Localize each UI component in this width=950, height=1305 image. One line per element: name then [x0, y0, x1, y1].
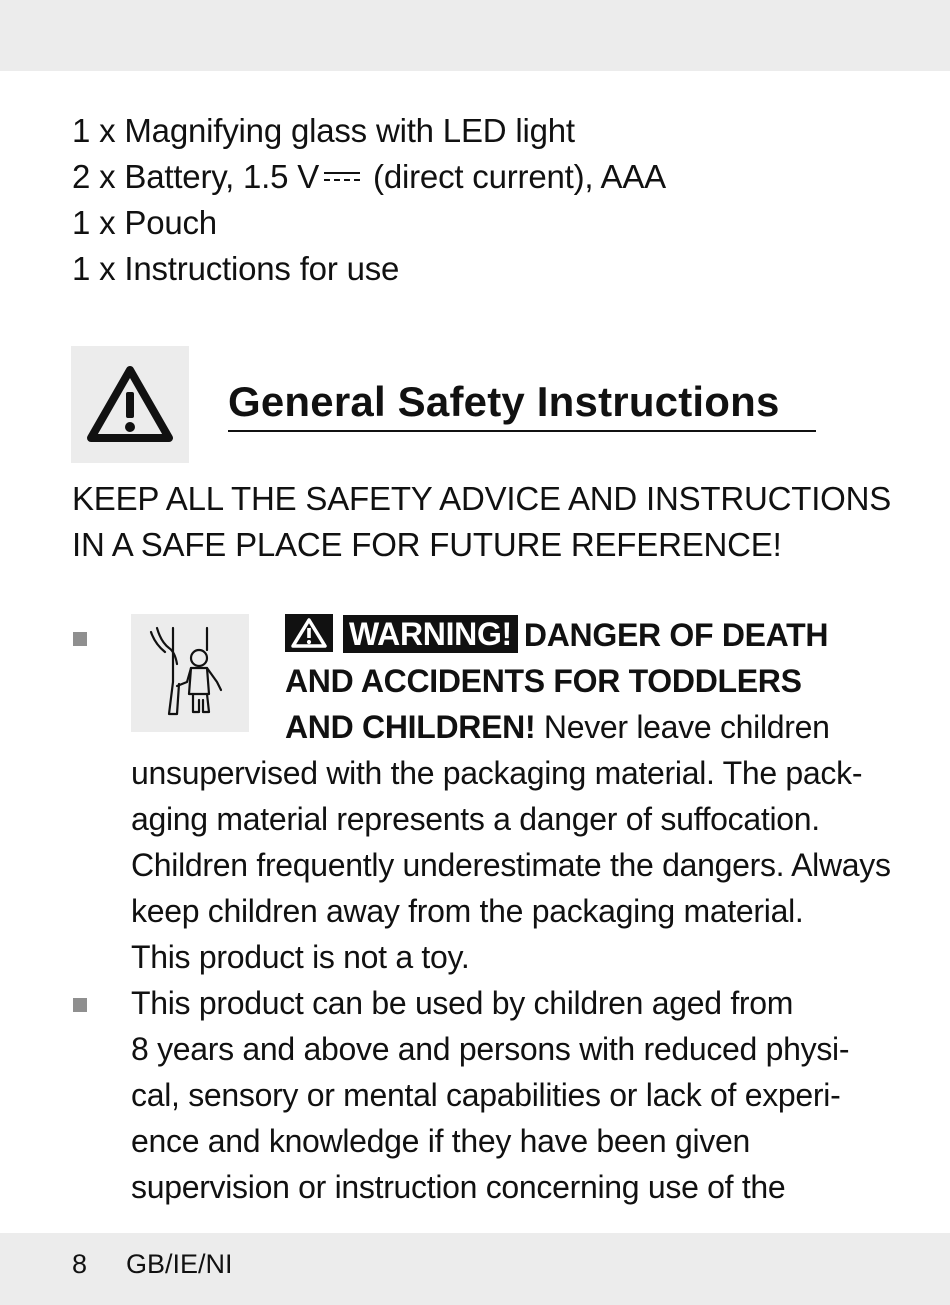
- warning-text: Never leave children: [535, 709, 830, 745]
- square-bullet-icon: [73, 632, 87, 646]
- warning-label: WARNING!: [343, 615, 518, 653]
- keep-advice-line: KEEP ALL THE SAFETY ADVICE AND INSTRUCTIONS: [72, 480, 892, 517]
- warning-body: [131, 750, 891, 980]
- contents-item: 1 x Pouch: [72, 204, 217, 241]
- usage-text: This product can be used by children aged from: [131, 985, 794, 1021]
- warning-text: unsupervised with the packaging material. The pack-: [131, 755, 863, 791]
- danger-heading: DANGER OF DEATH: [523, 617, 829, 653]
- battery-text: 2 x Battery, 1.5 V: [72, 158, 320, 195]
- title-underline: [228, 430, 816, 432]
- square-bullet-icon: [73, 998, 87, 1012]
- top-band: [0, 0, 950, 71]
- danger-heading: AND ACCIDENTS FOR TODDLERS: [285, 663, 802, 699]
- battery-text-rest: (direct current), AAA: [364, 158, 666, 195]
- usage-text: supervision or instruction concerning use of the: [131, 1169, 786, 1205]
- warning-heading: [285, 612, 830, 750]
- contents-item: 1 x Magnifying glass with LED light: [72, 112, 575, 149]
- warning-triangle-icon: [85, 364, 175, 444]
- usage-item: [131, 980, 849, 1210]
- danger-heading: AND CHILDREN!: [285, 709, 536, 745]
- child-with-cord-icon: [147, 624, 233, 720]
- child-hazard-pictogram: [131, 614, 249, 732]
- direct-current-symbol-icon: [322, 170, 362, 184]
- warning-text: This product is not a toy.: [131, 939, 470, 975]
- page-number: 8: [72, 1249, 88, 1279]
- contents-item: 1 x Instructions for use: [72, 250, 400, 287]
- keep-advice-notice: [72, 476, 902, 568]
- package-contents-list: [72, 108, 666, 292]
- section-title: General Safety Instructions: [228, 378, 780, 425]
- warning-text: aging material represents a danger of suffocation.: [131, 801, 820, 837]
- region-code: GB/IE/NI: [126, 1249, 233, 1279]
- usage-text: 8 years and above and persons with reduced physi-: [131, 1031, 850, 1067]
- contents-item: [72, 154, 666, 200]
- footer: [72, 1246, 233, 1282]
- usage-text: ence and knowledge if they have been given: [131, 1123, 750, 1159]
- usage-text: cal, sensory or mental capabilities or lack of experi-: [131, 1077, 841, 1113]
- warning-triangle-box: [71, 346, 189, 463]
- warning-triangle-icon: [285, 614, 333, 652]
- warning-text: keep children away from the packaging material.: [131, 893, 804, 929]
- warning-text: Children frequently underestimate the dangers. Always: [131, 847, 891, 883]
- keep-advice-line: IN A SAFE PLACE FOR FUTURE REFERENCE!: [72, 526, 782, 563]
